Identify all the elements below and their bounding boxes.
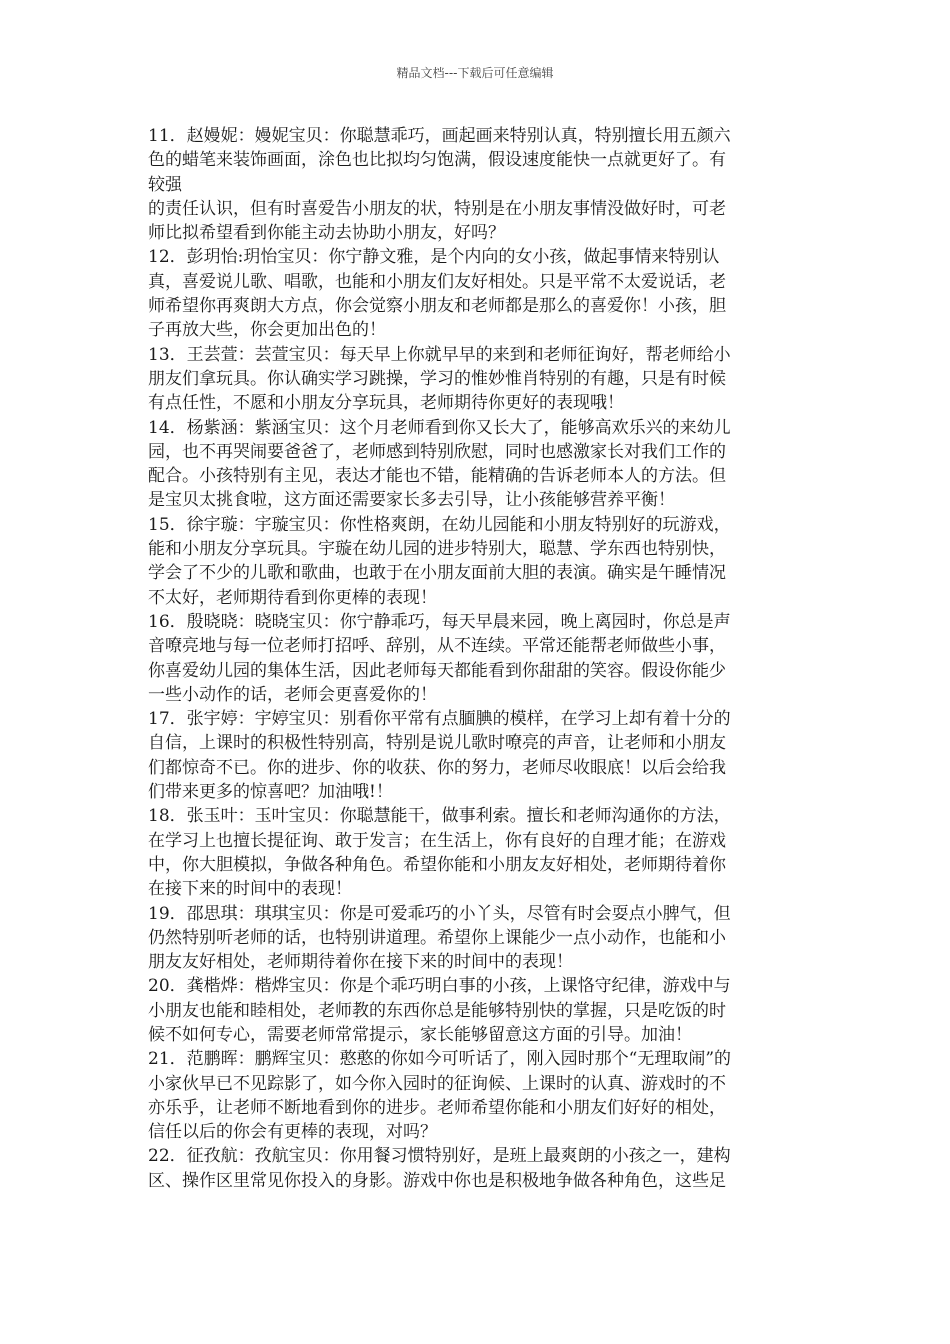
text-line: 师希望你再爽朗大方点，你会觉察小朋友和老师都是那么的喜爱你！小孩，胆 [148,296,726,317]
text-line: 17．张宇婷：宇婷宝贝：别看你平常有点腼腆的模样，在学习上却有着十分的 [148,709,731,730]
text-line: 真，喜爱说儿歌、唱歌，也能和小朋友们友好相处。只是平常不太爱说话，老 [148,271,726,292]
text-line: 一些小动作的话，老师会更喜爱你的！ [148,684,437,705]
text-line: 能和小朋友分享玩具。宇璇在幼儿园的进步特别大，聪慧、学东西也特别快， [148,539,726,560]
text-line: 14．杨紫涵：紫涵宝贝：这个月老师看到你又长大了，能够高欢乐兴的来幼儿 [148,417,731,438]
text-line: 21．范鹏晖：鹏辉宝贝：憨憨的你如今可听话了，刚入园时那个“无理取闹”的 [148,1049,732,1070]
text-line: 在接下来的时间中的表现！ [148,879,352,900]
text-line: 区、操作区里常见你投入的身影。游戏中你也是积极地争做各种角色，这些足 [148,1170,726,1191]
text-line: 12．彭玥怡:玥怡宝贝：你宁静文雅，是个内向的女小孩，做起事情来特别认 [148,247,720,268]
text-line: 朋友们拿玩具。你认确实学习跳操，学习的惟妙惟肖特别的有趣，只是有时候 [148,368,726,389]
text-line: 不太好，老师期待看到你更棒的表现！ [148,587,437,608]
text-line: 18．张玉叶：玉叶宝贝：你聪慧能干，做事利索。擅长和老师沟通你的方法， [148,806,731,827]
text-line: 有点任性，不愿和小朋友分享玩具，老师期待你更好的表现哦！ [148,393,624,414]
document-body [148,124,800,1193]
text-line: 候不如何专心，需要老师常常提示，家长能够留意这方面的引导。加油！ [148,1024,692,1045]
text-line: 配合。小孩特别有主见，表达才能也不错，能精确的告诉老师本人的方法。但 [148,466,726,487]
page-header: 精品文档---下载后可任意编辑 [396,66,554,80]
text-line: 19．邵思琪：琪琪宝贝：你是可爱乖巧的小丫头，尽管有时会耍点小脾气，但 [148,903,731,924]
text-line: 园，也不再哭闹要爸爸了，老师感到特别欣慰，同时也感激家长对我们工作的 [148,441,726,462]
text-line: 22．征孜航：孜航宝贝：你用餐习惯特别好，是班上最爽朗的小孩之一，建构 [148,1146,731,1167]
text-line: 较强 [148,174,182,195]
text-line: 16．殷晓晓：晓晓宝贝：你宁静乖巧，每天早晨来园，晚上离园时，你总是声 [148,611,731,632]
text-line: 朋友友好相处，老师期待着你在接下来的时间中的表现！ [148,952,573,973]
text-line: 中，你大胆模拟，争做各种角色。希望你能和小朋友友好相处，老师期待着你 [148,854,726,875]
text-line: 信任以后的你会有更棒的表现，对吗？ [148,1122,437,1143]
text-line: 学会了不少的儿歌和歌曲，也敢于在小朋友面前大胆的表演。确实是午睡情况 [148,563,726,584]
text-line: 音嘹亮地与每一位老师打招呼、辞别，从不连续。平常还能帮老师做些小事， [148,636,726,657]
text-line: 仍然特别听老师的话，也特别讲道理。希望你上课能少一点小动作，也能和小 [148,927,726,948]
text-line: 是宝贝太挑食啦，这方面还需要家长多去引导，让小孩能够营养平衡！ [148,490,675,511]
text-line: 亦乐乎，让老师不断地看到你的进步。老师希望你能和小朋友们好好的相处， [148,1097,726,1118]
text-line: 们带来更多的惊喜吧？加油哦!！ [148,782,393,803]
text-line: 11．赵嫚妮：嫚妮宝贝：你聪慧乖巧，画起画来特别认真，特别擅长用五颜六 [148,126,731,146]
text-line: 小朋友也能和睦相处，老师教的东西你总是能够特别快的掌握，只是吃饭的时 [148,1000,726,1021]
text-line: 的责任认识，但有时喜爱告小朋友的状，特别是在小朋友事情没做好时，可老 [148,198,726,219]
text-line: 15．徐宇璇：宇璇宝贝：你性格爽朗，在幼儿园能和小朋友特别好的玩游戏， [148,514,731,535]
text-line: 色的蜡笔来装饰画面，涂色也比拟均匀饱满，假设速度能快一点就更好了。有 [148,150,726,171]
text-line: 小家伙早已不见踪影了，如今你入园时的征询候、上课时的认真、游戏时的不 [148,1073,726,1094]
text-line: 自信，上课时的积极性特别高，特别是说儿歌时嘹亮的声音，让老师和小朋友 [148,733,726,754]
text-line: 你喜爱幼儿园的集体生活，因此老师每天都能看到你甜甜的笑容。假设你能少 [148,660,726,681]
text-line: 13．王芸萱：芸萱宝贝：每天早上你就早早的来到和老师征询好，帮老师给小 [148,344,731,365]
text-line: 在学习上也擅长提征询、敢于发言；在生活上，你有良好的自理才能；在游戏 [148,830,726,851]
text-line: 们都惊奇不已。你的进步、你的收获、你的努力，老师尽收眼底！以后会给我 [148,757,726,778]
text-line: 20．龚楷烨：楷烨宝贝：你是个乖巧明白事的小孩，上课恪守纪律，游戏中与 [148,976,731,997]
text-line: 子再放大些，你会更加出色的！ [148,320,386,341]
text-line: 师比拟希望看到你能主动去协助小朋友，好吗？ [148,223,505,244]
